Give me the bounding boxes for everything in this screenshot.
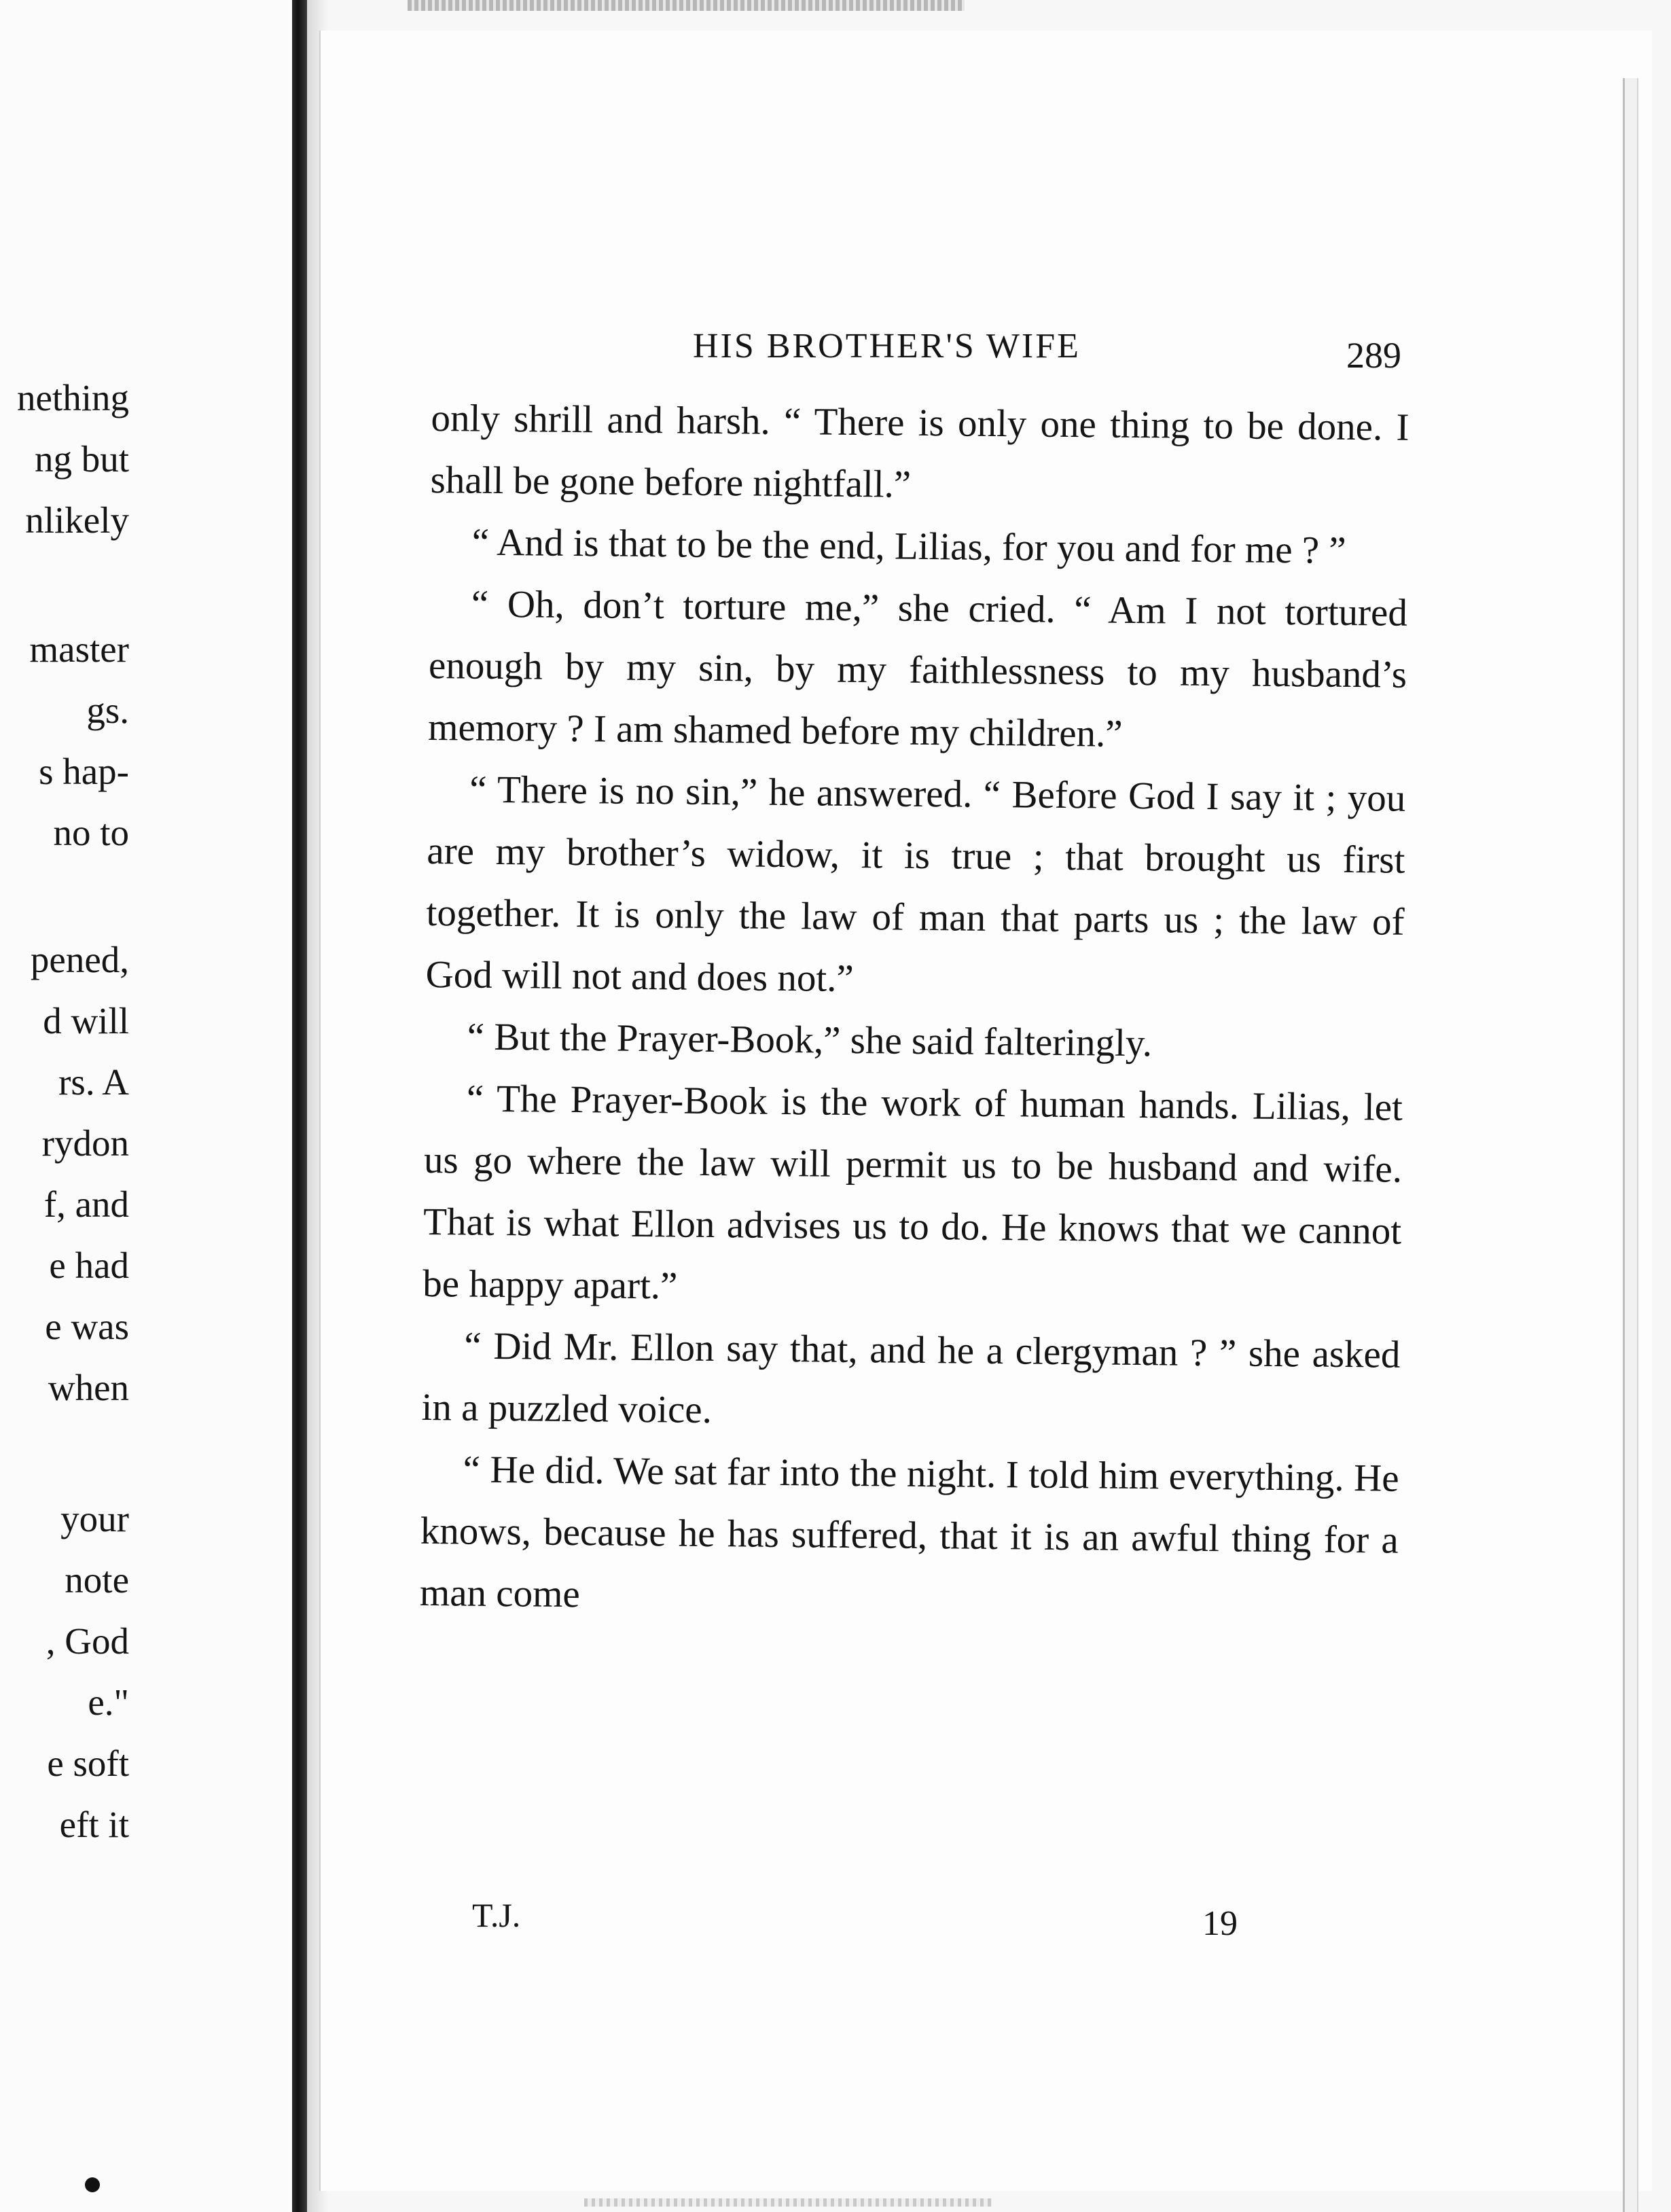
- left-page-line: nlikely: [25, 499, 129, 541]
- left-page-line: eft it: [59, 1804, 129, 1845]
- paragraph: “ Did Mr. Ellon say that, and he a clergyman ? ” she asked in a puzzled voice.: [421, 1324, 1401, 1432]
- left-page-line: ng but: [34, 438, 129, 480]
- left-page-line: e.": [88, 1681, 129, 1723]
- left-page-line: , God: [46, 1620, 129, 1662]
- left-page-line: e soft: [47, 1743, 129, 1784]
- left-page-line: e had: [49, 1245, 129, 1286]
- gathering-number: 19: [1202, 1904, 1238, 1943]
- left-page-line: gs.: [86, 690, 129, 731]
- paragraph: only shrill and harsh. “ There is only one thing to be done. I shall be gone before nightfall.”: [430, 396, 1409, 506]
- left-page-line: pened,: [30, 939, 129, 980]
- paragraph: “ But the Prayer-Book,” she said falteringly.: [467, 1015, 1153, 1065]
- left-page-line: your: [60, 1498, 129, 1539]
- scan-bottom-edge: [584, 2198, 992, 2207]
- book-gutter: [292, 0, 307, 2212]
- left-facing-page: [0, 0, 292, 2212]
- paragraph: “ He did. We sat far into the night. I told him everything. He knows, because he has suffered, that it is an awful thing for a man come: [419, 1448, 1399, 1616]
- ink-spot: [85, 2177, 100, 2192]
- left-page-line: e was: [45, 1306, 129, 1347]
- signature-mark: T.J.: [472, 1896, 521, 1934]
- left-page-line: s hap-: [39, 751, 129, 792]
- left-page-line: d will: [43, 1000, 129, 1041]
- scan-top-edge: [408, 0, 965, 11]
- left-page-line: note: [65, 1559, 129, 1601]
- left-page-line: rs. A: [58, 1061, 129, 1103]
- paragraph: “ And is that to be the end, Lilias, for you and for me ? ”: [471, 520, 1346, 572]
- left-page-line: f, and: [43, 1183, 129, 1225]
- body-text: [420, 387, 1409, 1633]
- paragraph: “ The Prayer-Book is the work of human hands. Lilias, let us go where the law will permit us to be husband and wife. That is what Ellon advises us to do. He knows that we cannot be happy apart.”: [423, 1077, 1403, 1308]
- paragraph: “ There is no sin,” he answered. “ Before God I say it ; you are my brother’s widow, it is true ; that brought us first together. It is only the law of man that parts us ; the law of God will not and does not.”: [425, 768, 1406, 1001]
- page-number: 289: [1346, 335, 1401, 376]
- paragraph: “ Oh, don’t torture me,” she cried. “ Am I not tortured enough by my sin, by my faithlessness to my husband’s memory ? I am shamed before my children.”: [427, 582, 1408, 755]
- page-stack-edge: [1623, 78, 1638, 2212]
- left-page-line: no to: [53, 812, 129, 853]
- left-page-line: rydon: [41, 1122, 129, 1164]
- running-head: HIS BROTHER'S WIFE: [693, 327, 1081, 365]
- left-page-line: when: [48, 1367, 129, 1408]
- left-page-line: master: [29, 628, 129, 670]
- left-page-line: nething: [17, 377, 129, 418]
